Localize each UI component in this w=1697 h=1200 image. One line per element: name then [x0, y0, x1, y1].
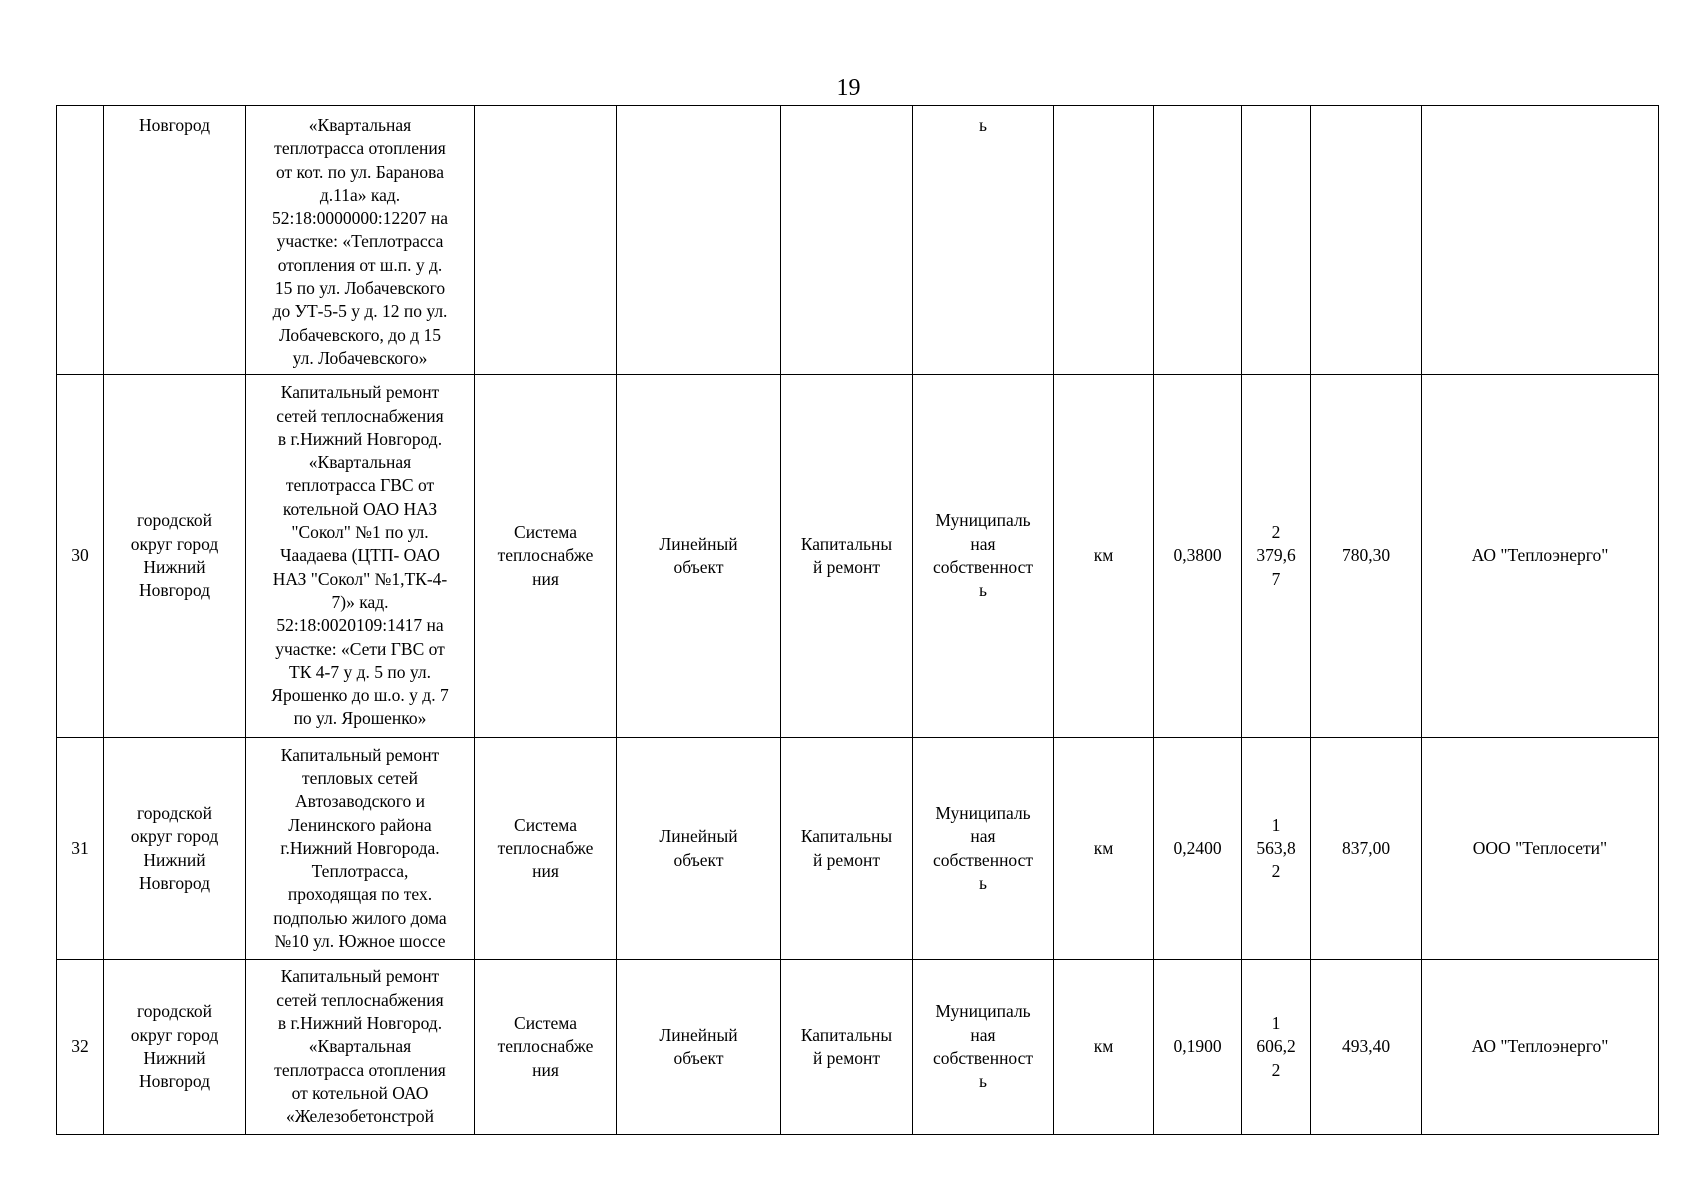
length-cell: 0,3800: [1154, 375, 1242, 738]
work-type-cell: Капитальны й ремонт: [781, 960, 913, 1135]
description-cell: Капитальный ремонт тепловых сетей Автозаводского и Ленинского района г.Нижний Новгорода. Теплотрасса, проходящая по тех. подполью жилого дома №10 ул. Южное шоссе: [246, 738, 475, 960]
data-table: [56, 105, 1659, 1135]
municipality-cell: Новгород: [104, 106, 246, 375]
unit-cell: км: [1054, 960, 1154, 1135]
row-number-cell: 32: [57, 960, 104, 1135]
amount-cell: 493,40: [1311, 960, 1422, 1135]
amount-cell: [1311, 106, 1422, 375]
amount-cell: 780,30: [1311, 375, 1422, 738]
ownership-cell: Муниципаль ная собственност ь: [913, 960, 1054, 1135]
object-type-cell: Линейный объект: [617, 738, 781, 960]
object-type-cell: [617, 106, 781, 375]
cost-cell: 2 379,6 7: [1242, 375, 1311, 738]
ownership-cell: Муниципаль ная собственност ь: [913, 375, 1054, 738]
ownership-cell: ь: [913, 106, 1054, 375]
organization-cell: ООО "Теплосети": [1422, 738, 1659, 960]
table-row: [57, 960, 1659, 1135]
unit-cell: [1054, 106, 1154, 375]
unit-cell: км: [1054, 738, 1154, 960]
system-cell: Система теплоснабже ния: [475, 738, 617, 960]
organization-cell: АО "Теплоэнерго": [1422, 960, 1659, 1135]
table-row: [57, 106, 1659, 375]
page-number: 19: [836, 75, 861, 101]
description-cell: «Квартальная теплотрасса отопления от кот. по ул. Баранова д.11а» кад. 52:18:0000000:12207 на участке: «Теплотрасса отопления от ш.п. у д. 15 по ул. Лобачевского до УТ-5-5 у д. 12 по ул. Лобачевского, до д 15 ул. Лобачевского»: [246, 106, 475, 375]
work-type-cell: Капитальны й ремонт: [781, 375, 913, 738]
work-type-cell: Капитальны й ремонт: [781, 738, 913, 960]
municipality-cell: городской округ город Нижний Новгород: [104, 375, 246, 738]
amount-cell: 837,00: [1311, 738, 1422, 960]
object-type-cell: Линейный объект: [617, 375, 781, 738]
system-cell: Система теплоснабже ния: [475, 960, 617, 1135]
description-cell: Капитальный ремонт сетей теплоснабжения в г.Нижний Новгород. «Квартальная теплотрасса ГВС от котельной ОАО НАЗ "Сокол" №1 по ул. Чаадаева (ЦТП- ОАО НАЗ "Сокол" №1,ТК-4- 7)» кад. 52:18:0020109:1417 на участке: «Сети ГВС от ТК 4-7 у д. 5 по ул. Ярошенко до ш.о. у д. 7 по ул. Ярошенко»: [246, 375, 475, 738]
municipality-cell: городской округ город Нижний Новгород: [104, 960, 246, 1135]
system-cell: [475, 106, 617, 375]
row-number-cell: 31: [57, 738, 104, 960]
unit-cell: км: [1054, 375, 1154, 738]
municipality-cell: городской округ город Нижний Новгород: [104, 738, 246, 960]
table-row: [57, 375, 1659, 738]
length-cell: 0,1900: [1154, 960, 1242, 1135]
cost-cell: 1 563,8 2: [1242, 738, 1311, 960]
description-cell: Капитальный ремонт сетей теплоснабжения в г.Нижний Новгород. «Квартальная теплотрасса отопления от котельной ОАО «Железобетонстрой: [246, 960, 475, 1135]
system-cell: Система теплоснабже ния: [475, 375, 617, 738]
row-number-cell: 30: [57, 375, 104, 738]
table-row: [57, 738, 1659, 960]
cost-cell: [1242, 106, 1311, 375]
cost-cell: 1 606,2 2: [1242, 960, 1311, 1135]
work-type-cell: [781, 106, 913, 375]
length-cell: [1154, 106, 1242, 375]
organization-cell: АО "Теплоэнерго": [1422, 375, 1659, 738]
object-type-cell: Линейный объект: [617, 960, 781, 1135]
ownership-cell: Муниципаль ная собственност ь: [913, 738, 1054, 960]
organization-cell: [1422, 106, 1659, 375]
row-number-cell: [57, 106, 104, 375]
length-cell: 0,2400: [1154, 738, 1242, 960]
